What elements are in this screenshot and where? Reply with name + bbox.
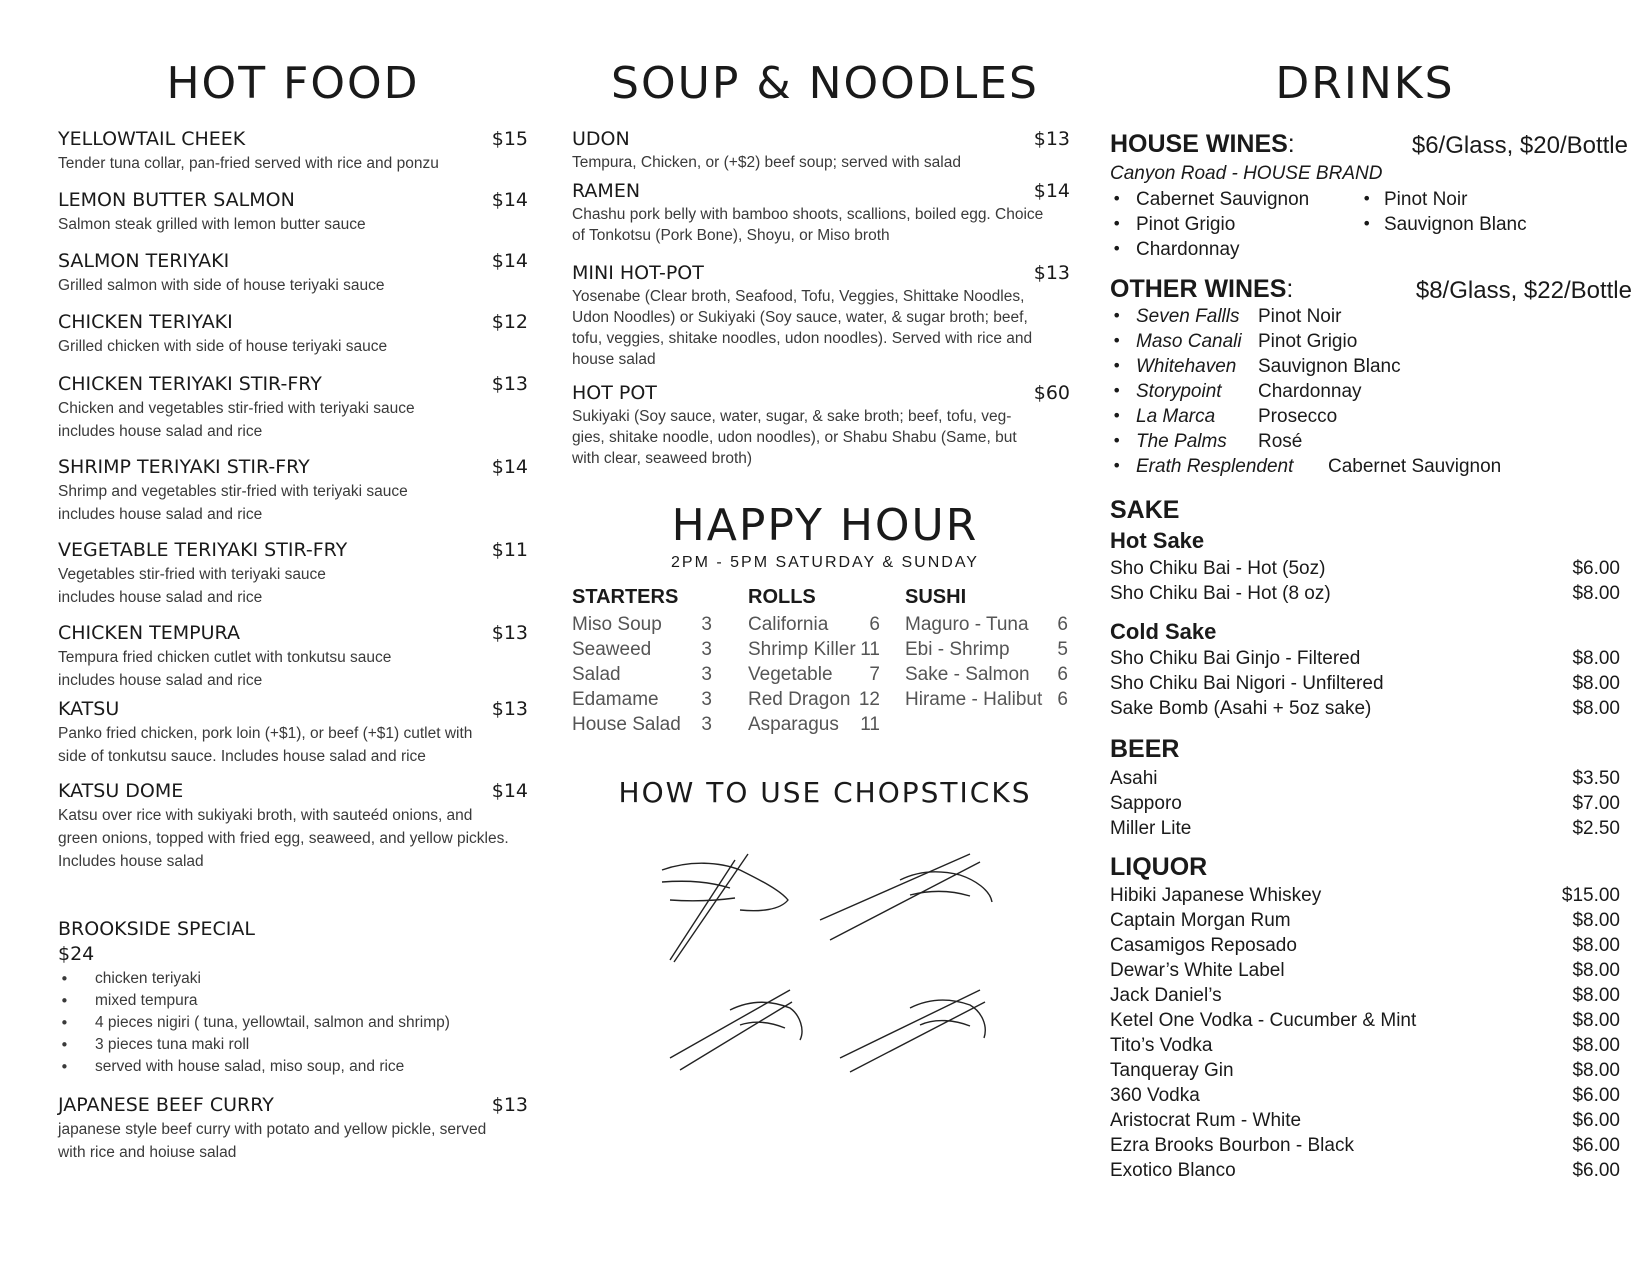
menu-item-description: gies, shitake noodle, udon noodles), or Shabu Shabu (Same, but [572, 429, 1017, 446]
wine-producer: La Marca [1136, 406, 1216, 427]
wine-producer: Erath Resplendent [1136, 456, 1294, 477]
beer-item-price: $7.00 [1572, 793, 1620, 814]
menu-item-price: $13 [491, 698, 528, 720]
liquor-item-price: $8.00 [1572, 960, 1620, 981]
menu-item-description: includes house salad and rice [58, 589, 263, 606]
house-wine-item: Chardonnay [1136, 239, 1240, 260]
menu-item-description: side of tonkutsu sauce. Includes house salad and rice [58, 748, 426, 765]
happy-hour-price: 11 [860, 714, 880, 735]
other-wines-price: $8/Glass, $22/Bottle [1415, 277, 1632, 304]
hot-sake-item: Sho Chiku Bai - Hot (5oz) [1110, 558, 1326, 579]
happy-hour-group-heading: SUSHI [905, 586, 967, 608]
menu-item-description: Panko fried chicken, pork loin (+$1), or beef (+$1) cutlet with [58, 725, 473, 742]
happy-hour-item: Salad [572, 664, 621, 685]
liquor-item: Exotico Blanco [1110, 1160, 1236, 1181]
liquor-item-price: $6.00 [1572, 1110, 1620, 1131]
beer-item: Asahi [1110, 768, 1158, 789]
bullet: • [1362, 189, 1372, 208]
happy-hour-price: 3 [701, 639, 712, 660]
bullet: • [1112, 189, 1122, 208]
liquor-item-price: $8.00 [1572, 1035, 1620, 1056]
house-wines-colon: : [1287, 130, 1295, 158]
menu-item-description: Grilled chicken with side of house teriyaki sauce [58, 338, 388, 355]
house-wine-item: Pinot Grigio [1136, 214, 1236, 235]
menu-item-price: $14 [491, 780, 528, 802]
liquor-item: Tito’s Vodka [1110, 1035, 1213, 1056]
bullet: • [60, 1014, 69, 1032]
bullet: • [1112, 381, 1122, 400]
house-wines-label: HOUSE WINES [1110, 130, 1288, 158]
menu-item-description: with rice and hoiuse salad [58, 1144, 237, 1161]
menu-item-description: Sukiyaki (Soy sauce, water, sugar, & sake broth; beef, tofu, veg- [572, 408, 1012, 425]
menu-item-description: Vegetables stir-fried with teriyaki sauce [58, 566, 326, 583]
liquor-item: Ezra Brooks Bourbon - Black [1110, 1135, 1354, 1156]
menu-item-description: green onions, topped with fried egg, seaweed, and yellow pickles. [58, 830, 509, 847]
wine-producer: Seven Fallls [1136, 306, 1240, 327]
liquor-item: 360 Vodka [1110, 1085, 1200, 1106]
menu-item-price: $14 [491, 250, 528, 272]
special-price: $24 [58, 943, 95, 965]
chopsticks-step-4-drawing [840, 990, 985, 1072]
hot-food-title: HOT FOOD [166, 58, 420, 109]
cold-sake-item-price: $8.00 [1572, 648, 1620, 669]
other-wines-colon: : [1286, 275, 1294, 303]
menu-item-price: $13 [1033, 128, 1070, 150]
house-wine-item: Pinot Noir [1384, 189, 1468, 210]
menu-item-name: KATSU DOME [58, 780, 184, 802]
menu-item-price: $13 [491, 622, 528, 644]
special-item: served with house salad, miso soup, and rice [95, 1058, 405, 1075]
happy-hour-item: California [748, 614, 829, 635]
beer-item: Sapporo [1110, 793, 1182, 814]
liquor-item: Ketel One Vodka - Cucumber & Mint [1110, 1010, 1417, 1031]
bullet: • [60, 970, 69, 988]
liquor-heading: LIQUOR [1110, 853, 1208, 881]
liquor-item-price: $8.00 [1572, 910, 1620, 931]
special-item: 3 pieces tuna maki roll [95, 1036, 250, 1053]
bullet: • [60, 1058, 69, 1076]
menu-item-description: Tempura, Chicken, or (+$2) beef soup; served with salad [572, 154, 961, 171]
cold-sake-item: Sho Chiku Bai Ginjo - Filtered [1110, 648, 1361, 669]
wine-varietal: Rosé [1258, 431, 1303, 452]
menu-item-name: YELLOWTAIL CHEEK [58, 128, 246, 150]
liquor-item: Dewar’s White Label [1110, 960, 1285, 981]
bullet: • [1112, 331, 1122, 350]
wine-varietal: Sauvignon Blanc [1258, 356, 1401, 377]
menu-item-description: Udon Noodles) or Sukiyaki (Soy sauce, water, & sugar broth; beef, [572, 309, 1028, 326]
menu-item-description: Katsu over rice with sukiyaki broth, with sauteéd onions, and [58, 807, 473, 824]
hot-sake-item: Sho Chiku Bai - Hot (8 oz) [1110, 583, 1331, 604]
happy-hour-price: 3 [701, 689, 712, 710]
wine-producer: Storypoint [1136, 381, 1222, 402]
menu-item-name: MINI HOT-POT [572, 262, 704, 284]
liquor-item-price: $8.00 [1572, 1060, 1620, 1081]
cold-sake-item-price: $8.00 [1572, 673, 1620, 694]
liquor-item-price: $15.00 [1561, 885, 1620, 906]
happy-hour-item: Asparagus [748, 714, 839, 735]
happy-hour-price: 3 [701, 714, 712, 735]
happy-hour-price: 3 [701, 664, 712, 685]
happy-hour-item: Red Dragon [748, 689, 851, 710]
hot-sake-item-price: $8.00 [1572, 583, 1620, 604]
bullet: • [1112, 456, 1122, 475]
menu-item-description: japanese style beef curry with potato and yellow pickle, served [58, 1121, 487, 1138]
beer-item-price: $3.50 [1572, 768, 1620, 789]
menu-item-description: with clear, seaweed broth) [572, 450, 753, 467]
menu-item-name: UDON [572, 128, 630, 150]
happy-hour-item: Shrimp Killer [748, 639, 856, 660]
menu-item-price: $14 [491, 189, 528, 211]
special-item: chicken teriyaki [95, 970, 201, 987]
happy-hour-price: 6 [1057, 614, 1068, 635]
bullet: • [60, 1036, 69, 1054]
other-wines-label: OTHER WINES [1110, 275, 1287, 303]
menu-item-name: LEMON BUTTER SALMON [58, 189, 295, 211]
house-wine-item: Cabernet Sauvignon [1136, 189, 1310, 210]
chopsticks-illustration [660, 840, 1000, 1090]
menu-item-description: tofu, veggies, shitake noodles, udon noodles). Served with rice and [572, 330, 1033, 347]
menu-item-price: $12 [491, 311, 528, 333]
menu-item-name: CHICKEN TERIYAKI [58, 311, 233, 333]
happy-hour-price: 6 [1057, 689, 1068, 710]
wine-varietal: Pinot Noir [1258, 306, 1342, 327]
liquor-item: Aristocrat Rum - White [1110, 1110, 1302, 1131]
hot-sake-heading: Hot Sake [1110, 528, 1205, 553]
happy-hour-title: HAPPY HOUR [671, 500, 979, 551]
beer-heading: BEER [1110, 735, 1180, 763]
happy-hour-price: 5 [1057, 639, 1068, 660]
happy-hour-price: 12 [858, 689, 880, 710]
menu-item-name: VEGETABLE TERIYAKI STIR-FRY [58, 539, 348, 561]
liquor-item-price: $6.00 [1572, 1085, 1620, 1106]
happy-hour-item: Maguro - Tuna [905, 614, 1029, 635]
chopsticks-step-3-drawing [670, 990, 802, 1070]
menu-item-description: includes house salad and rice [58, 506, 263, 523]
menu-item-price: $13 [491, 373, 528, 395]
menu-item-name: HOT POT [572, 382, 657, 404]
bullet: • [1112, 306, 1122, 325]
house-wine-item: Sauvignon Blanc [1384, 214, 1527, 235]
cold-sake-item: Sho Chiku Bai Nigori - Unfiltered [1110, 673, 1384, 694]
menu-item-description: Shrimp and vegetables stir-fried with teriyaki sauce [58, 483, 408, 500]
menu-item-description: Tender tuna collar, pan-fried served with rice and ponzu [58, 155, 439, 172]
menu-item-name: SHRIMP TERIYAKI STIR-FRY [58, 456, 310, 478]
bullet: • [60, 992, 69, 1010]
special-item: mixed tempura [95, 992, 198, 1009]
chopsticks-step-1-drawing [662, 854, 788, 962]
beer-item-price: $2.50 [1572, 818, 1620, 839]
happy-hour-group-heading: ROLLS [748, 586, 816, 608]
menu-item-price: $14 [1033, 180, 1070, 202]
wine-producer: The Palms [1136, 431, 1227, 452]
liquor-item-price: $6.00 [1572, 1160, 1620, 1181]
happy-hour-subtitle: 2PM - 5PM SATURDAY & SUNDAY [671, 554, 979, 571]
drinks-title: DRINKS [1275, 58, 1455, 109]
bullet: • [1112, 214, 1122, 233]
cold-sake-item-price: $8.00 [1572, 698, 1620, 719]
house-wines-price: $6/Glass, $20/Bottle [1411, 132, 1628, 159]
special-item: 4 pieces nigiri ( tuna, yellowtail, salmon and shrimp) [95, 1014, 450, 1031]
wine-varietal: Pinot Grigio [1258, 331, 1358, 352]
chopsticks-title: HOW TO USE CHOPSTICKS [618, 776, 1032, 809]
bullet: • [1112, 239, 1122, 258]
menu-item-name: CHICKEN TEMPURA [58, 622, 240, 644]
soup-noodles-title: SOUP & NOODLES [611, 58, 1039, 109]
menu-item-price: $15 [491, 128, 528, 150]
chopsticks-step-2-drawing [820, 854, 992, 940]
liquor-item-price: $6.00 [1572, 1135, 1620, 1156]
menu-item-description: house salad [572, 351, 656, 368]
special-name: BROOKSIDE SPECIAL [58, 918, 255, 940]
bullet: • [1362, 214, 1372, 233]
liquor-item: Jack Daniel’s [1110, 985, 1222, 1006]
wine-varietal: Chardonnay [1258, 381, 1362, 402]
happy-hour-item: Seaweed [572, 639, 652, 660]
happy-hour-price: 3 [701, 614, 712, 635]
house-wines-brand: Canyon Road - HOUSE BRAND [1110, 163, 1383, 184]
cold-sake-item: Sake Bomb (Asahi + 5oz sake) [1110, 698, 1372, 719]
happy-hour-item: House Salad [572, 714, 681, 735]
menu-item-name: JAPANESE BEEF CURRY [58, 1094, 274, 1116]
menu-item-description: includes house salad and rice [58, 423, 263, 440]
liquor-item-price: $8.00 [1572, 935, 1620, 956]
menu-item-price: $13 [491, 1094, 528, 1116]
wine-producer: Maso Canali [1136, 331, 1242, 352]
wine-producer: Whitehaven [1136, 356, 1237, 377]
happy-hour-price: 11 [860, 639, 880, 660]
menu-item-name: KATSU [58, 698, 120, 720]
wine-varietal: Cabernet Sauvignon [1328, 456, 1502, 477]
happy-hour-price: 7 [869, 664, 880, 685]
bullet: • [1112, 406, 1122, 425]
beer-item: Miller Lite [1110, 818, 1192, 839]
cold-sake-heading: Cold Sake [1110, 619, 1217, 644]
liquor-item: Tanqueray Gin [1110, 1060, 1234, 1081]
menu-item-price: $60 [1033, 382, 1070, 404]
menu-item-name: SALMON TERIYAKI [58, 250, 230, 272]
bullet: • [1112, 431, 1122, 450]
happy-hour-item: Ebi - Shrimp [905, 639, 1010, 660]
happy-hour-item: Sake - Salmon [905, 664, 1030, 685]
menu-item-description: Yosenabe (Clear broth, Seafood, Tofu, Veggies, Shittake Noodles, [572, 288, 1025, 305]
menu-item-description: Chicken and vegetables stir-fried with teriyaki sauce [58, 400, 415, 417]
liquor-item-price: $8.00 [1572, 985, 1620, 1006]
menu-item-price: $13 [1033, 262, 1070, 284]
menu-item-description: Includes house salad [58, 853, 204, 870]
house-wines-heading [1110, 130, 1295, 159]
sake-heading: SAKE [1110, 496, 1180, 524]
menu-item-description: Salmon steak grilled with lemon butter sauce [58, 216, 366, 233]
hot-sake-item-price: $6.00 [1572, 558, 1620, 579]
liquor-item-price: $8.00 [1572, 1010, 1620, 1031]
menu-item-description: includes house salad and rice [58, 672, 263, 689]
bullet: • [1112, 356, 1122, 375]
happy-hour-item: Edamame [572, 689, 659, 710]
menu-item-description: Tempura fried chicken cutlet with tonkutsu sauce [58, 649, 392, 666]
menu-item-name: CHICKEN TERIYAKI STIR-FRY [58, 373, 322, 395]
other-wines-heading [1110, 275, 1293, 304]
happy-hour-item: Hirame - Halibut [905, 689, 1043, 710]
happy-hour-group-heading: STARTERS [572, 586, 679, 608]
happy-hour-price: 6 [1057, 664, 1068, 685]
menu-item-description: Grilled salmon with side of house teriyaki sauce [58, 277, 385, 294]
wine-varietal: Prosecco [1258, 406, 1338, 427]
menu-item-description: of Tonkotsu (Pork Bone), Shoyu, or Miso broth [572, 227, 890, 244]
menu-item-price: $14 [491, 456, 528, 478]
liquor-item: Captain Morgan Rum [1110, 910, 1291, 931]
menu-item-description: Chashu pork belly with bamboo shoots, scallions, boiled egg. Choice [572, 206, 1044, 223]
happy-hour-item: Miso Soup [572, 614, 662, 635]
happy-hour-price: 6 [869, 614, 880, 635]
menu-item-price: $11 [491, 539, 528, 561]
happy-hour-item: Vegetable [748, 664, 833, 685]
liquor-item: Hibiki Japanese Whiskey [1110, 885, 1322, 906]
liquor-item: Casamigos Reposado [1110, 935, 1297, 956]
menu-item-name: RAMEN [572, 180, 641, 202]
